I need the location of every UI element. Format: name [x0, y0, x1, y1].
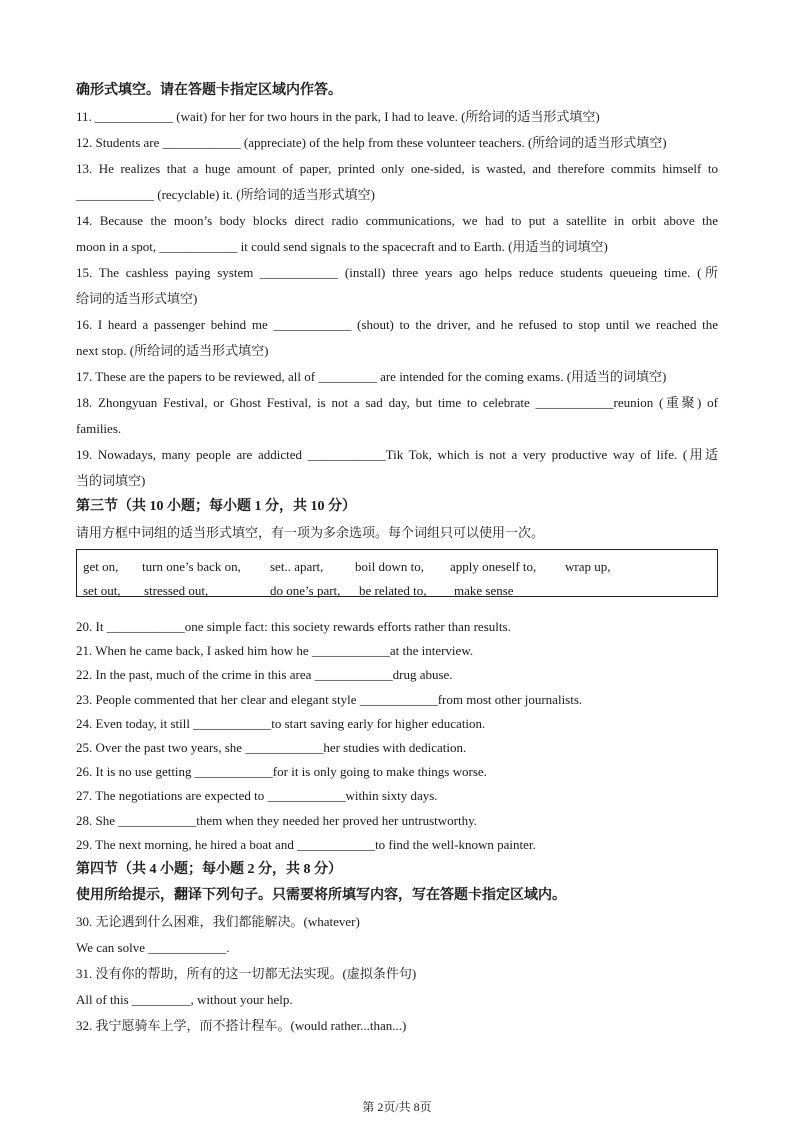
section4-instruction: 使用所给提示，翻译下列句子。只需要将所填写内容，写在答题卡指定区域内。 [76, 887, 566, 903]
question-line: 22. In the past, much of the crime in this area ____________drug abuse. [76, 667, 453, 683]
page-number-footer: 第 2页/共 8页 [362, 1100, 432, 1114]
phrase-row-2 [83, 579, 711, 603]
translation-line: 31. 没有你的帮助，所有的这一切都无法实现。(虚拟条件句) [76, 965, 417, 981]
question-line: 23. People commented that her clear and elegant style ____________from most other journalists. [76, 691, 583, 707]
section3-heading: 第三节（共 10 小题；每小题 1 分，共 10 分） [76, 499, 356, 514]
question-line: ____________ (recyclable) it. (所给词的适当形式填空) [76, 187, 375, 202]
section2-intro: 确形式填空。请在答题卡指定区域内作答。 [76, 83, 342, 98]
phrase-item: be related to, [359, 583, 427, 598]
phrase-item: make sense [454, 583, 514, 598]
section4-heading: 第四节（共 4 小题；每小题 2 分，共 8 分） [76, 861, 342, 877]
question-line: 11. ____________ (wait) for her for two hours in the park, I had to leave. (所给词的适当形式填空) [76, 109, 600, 124]
phrase-box [76, 549, 718, 597]
items-20-29 [76, 615, 718, 857]
phrase-item: do one’s part, [270, 583, 341, 598]
phrase-item: set out, [83, 583, 121, 598]
question-line: 当的词填空) [76, 473, 146, 488]
page-content [76, 78, 718, 1039]
question-line: families. [76, 421, 122, 436]
question-line: 16. I heard a passenger behind me ____________ (shout) to the driver, and he refused to stop until we reached the [76, 317, 718, 332]
phrase-item: apply oneself to, [450, 559, 537, 574]
question-line: 27. The negotiations are expected to ____________within sixty days. [76, 788, 438, 804]
question-line: 29. The next morning, he hired a boat and ____________to find the well-known painter. [76, 836, 536, 852]
phrase-row-1 [83, 555, 711, 579]
phrase-item: boil down to, [355, 559, 424, 574]
question-line: 17. These are the papers to be reviewed, all of _________ are intended for the coming exams. (用适当的词填空) [76, 369, 667, 384]
question-line: moon in a spot, ____________ it could send signals to the spacecraft and to Earth. (用适当的词填空) [76, 239, 608, 254]
question-line: 20. It ____________one simple fact: this society rewards efforts rather than results. [76, 619, 511, 634]
question-line: 给词的适当形式填空) [76, 291, 198, 306]
question-line: 13. He realizes that a huge amount of paper, printed only one-sided, is wasted, and therefore commits himself to [76, 161, 718, 176]
question-line: 28. She ____________them when they needed her proved her untrustworthy. [76, 812, 477, 828]
items-11-19 [76, 104, 718, 494]
question-line: 19. Nowadays, many people are addicted ____________Tik Tok, which is not a very productive way of life. (用适 [76, 447, 718, 462]
question-line: 26. It is no use getting ____________for it is only going to make things worse. [76, 764, 487, 780]
translation-line: All of this _________, without your help. [76, 991, 293, 1007]
phrase-item: get on, [83, 559, 119, 574]
question-line: 12. Students are ____________ (appreciate) of the help from these volunteer teachers. (所给词的适当形式填空) [76, 135, 667, 150]
question-line: 14. Because the moon’s body blocks direct radio communications, we had to put a satellite in orbit above the [76, 213, 718, 228]
phrase-item: set.. apart, [270, 559, 324, 574]
translation-line: 30. 无论遇到什么困难，我们都能解决。(whatever) [76, 913, 360, 929]
translation-line: 32. 我宁愿骑车上学，而不搭计程车。(would rather...than...) [76, 1017, 407, 1033]
question-line: 25. Over the past two years, she ____________her studies with dedication. [76, 739, 467, 755]
phrase-item: wrap up, [565, 559, 611, 574]
section3-instruction: 请用方框中词组的适当形式填空，有一项为多余选项。每个词组只可以使用一次。 [76, 525, 545, 540]
question-line: next stop. (所给词的适当形式填空) [76, 343, 269, 358]
question-line: 24. Even today, it still ____________to start saving early for higher education. [76, 715, 486, 731]
question-line: 15. The cashless paying system ____________ (install) three years ago helps reduce students queueing time. (所 [76, 265, 718, 280]
question-line: 18. Zhongyuan Festival, or Ghost Festival, is not a sad day, but time to celebrate ____________reunion (重聚) of [76, 395, 718, 410]
question-line: 21. When he came back, I asked him how he ____________at the interview. [76, 643, 474, 659]
translation-line: We can solve ____________. [76, 939, 230, 955]
phrase-item: stressed out, [144, 583, 209, 598]
phrase-item: turn one’s back on, [142, 559, 241, 574]
